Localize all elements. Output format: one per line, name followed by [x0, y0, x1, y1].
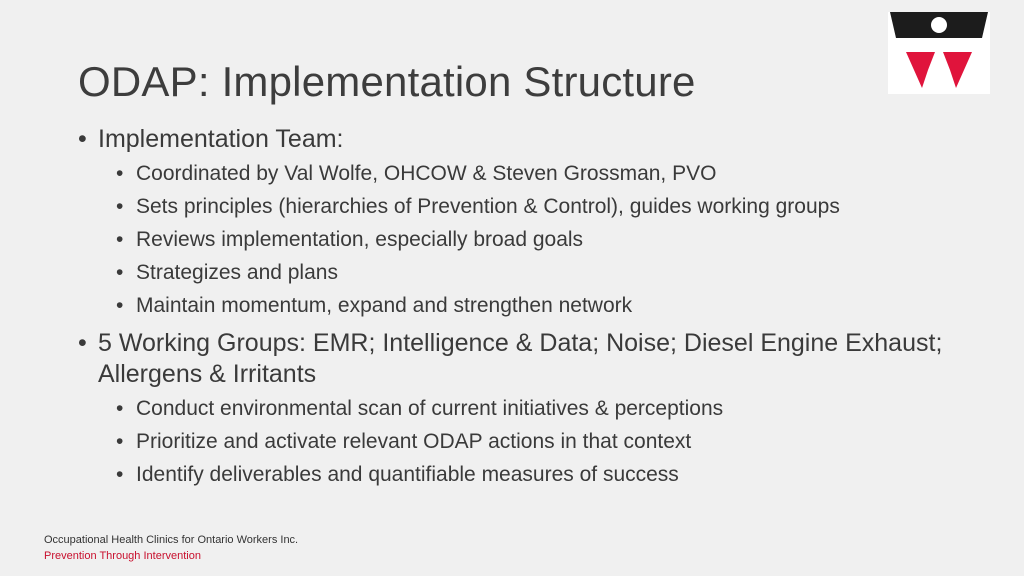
- sub-bullet-text: Prioritize and activate relevant ODAP actions in that context: [136, 430, 692, 453]
- bullet-dot-icon: •: [116, 261, 124, 284]
- bullet-dot-icon: •: [78, 125, 87, 153]
- footer-tagline: Prevention Through Intervention: [44, 550, 201, 562]
- bullet-dot-icon: •: [116, 162, 124, 185]
- bullet-dot-icon: •: [116, 228, 124, 251]
- sub-bullet-text: Sets principles (hierarchies of Prevention & Control), guides working groups: [136, 195, 840, 218]
- footer: [44, 532, 298, 564]
- bullet-implementation-team: [78, 124, 958, 322]
- bullet-dot-icon: •: [116, 294, 124, 317]
- bullet-content: [78, 124, 958, 491]
- bullet-dot-icon: •: [116, 397, 124, 420]
- sub-bullet: [116, 425, 958, 458]
- sub-bullet: [116, 157, 958, 190]
- bullet-dot-icon: •: [116, 430, 124, 453]
- bullet-text: 5 Working Groups: EMR; Intelligence & Data; Noise; Diesel Engine Exhaust; Allergens & Irritants: [98, 329, 943, 388]
- bullet-list: [78, 124, 958, 491]
- sub-bullet-text: Coordinated by Val Wolfe, OHCOW & Steven Grossman, PVO: [136, 162, 717, 185]
- sub-bullet: [116, 392, 958, 425]
- sub-bullet: [116, 256, 958, 289]
- ohcow-logo-icon: [888, 12, 990, 94]
- sub-bullet-text: Identify deliverables and quantifiable measures of success: [136, 463, 679, 486]
- sub-bullet-list: [98, 157, 958, 322]
- sub-bullet-text: Strategizes and plans: [136, 261, 338, 284]
- bullet-working-groups: [78, 328, 958, 491]
- sub-bullet: [116, 190, 958, 223]
- footer-org: Occupational Health Clinics for Ontario Workers Inc.: [44, 534, 299, 546]
- bullet-dot-icon: •: [116, 195, 124, 218]
- slide-title: ODAP: Implementation Structure: [78, 58, 696, 105]
- bullet-dot-icon: •: [116, 463, 124, 486]
- sub-bullet-list: [98, 392, 958, 491]
- sub-bullet-text: Reviews implementation, especially broad goals: [136, 228, 584, 251]
- sub-bullet: [116, 458, 958, 491]
- bullet-dot-icon: •: [78, 329, 87, 357]
- sub-bullet-text: Conduct environmental scan of current initiatives & perceptions: [136, 397, 724, 420]
- sub-bullet-text: Maintain momentum, expand and strengthen network: [136, 294, 633, 317]
- sub-bullet: [116, 223, 958, 256]
- bullet-text: Implementation Team:: [98, 125, 344, 153]
- sub-bullet: [116, 289, 958, 322]
